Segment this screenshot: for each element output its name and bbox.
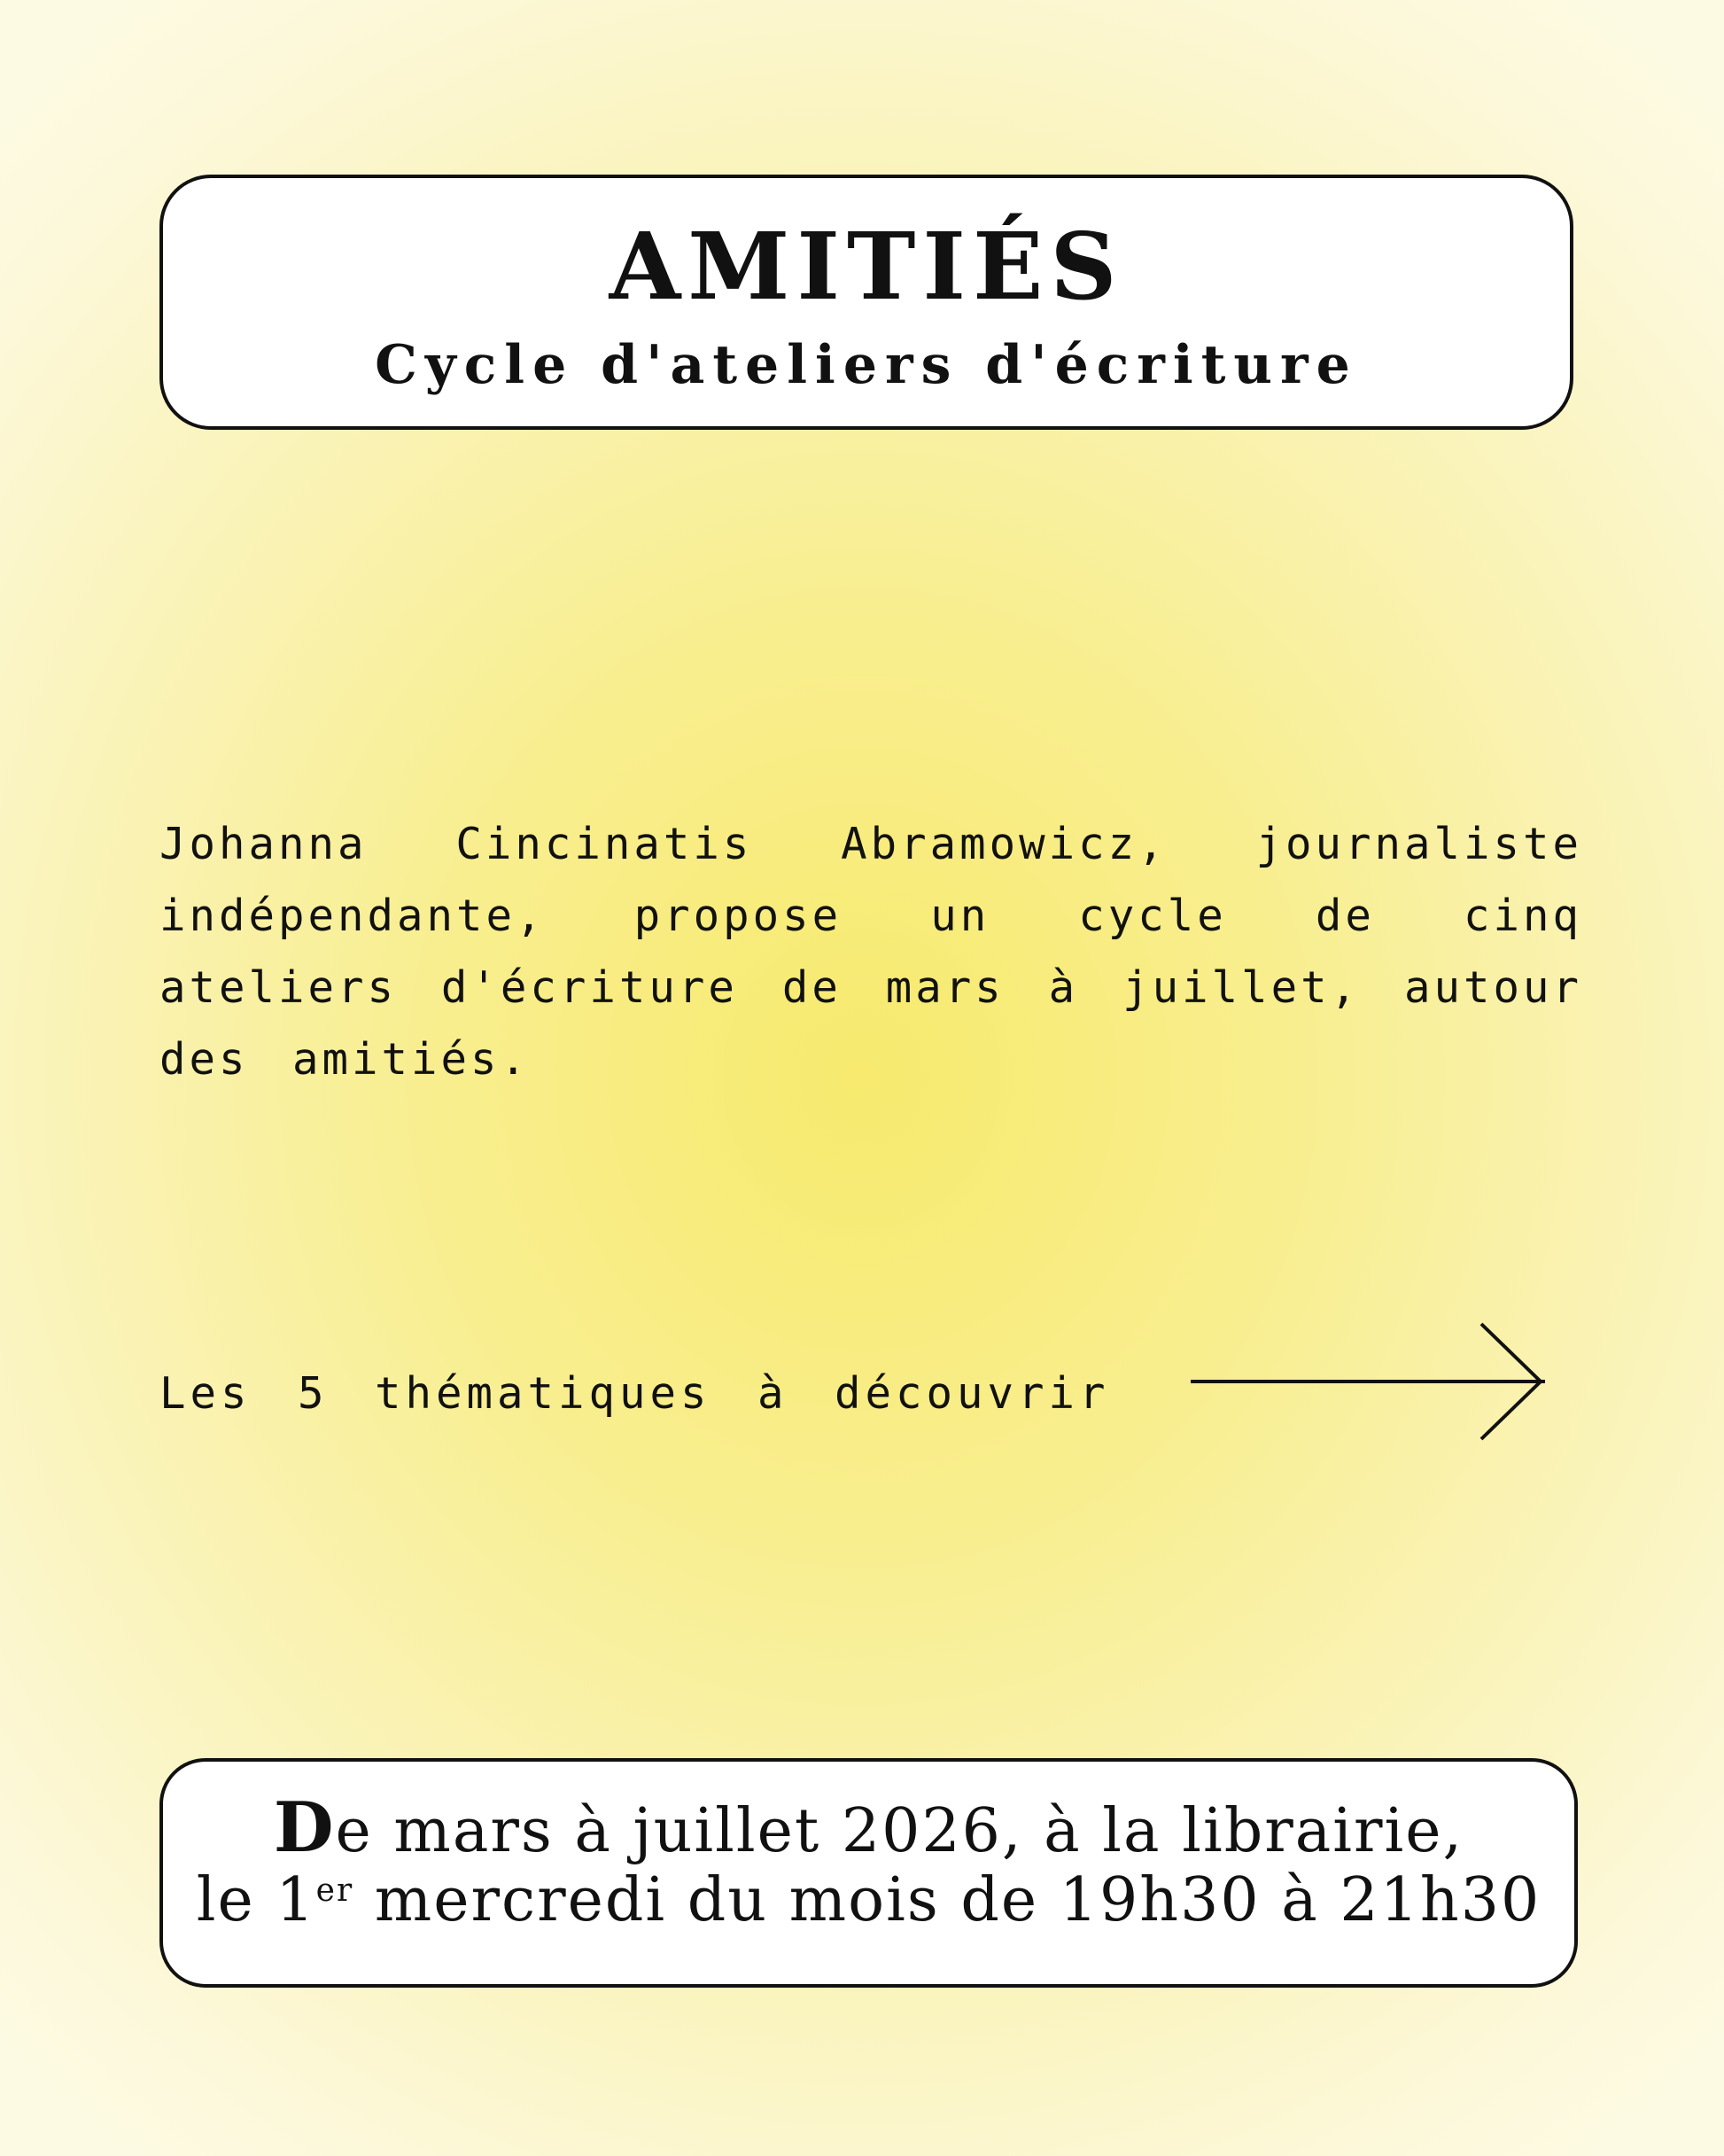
- ordinal-superscript: er: [315, 1872, 354, 1909]
- schedule-line-2-text: mercredi du mois de 19h30 à 21h30: [353, 1865, 1542, 1935]
- page-title: AMITIÉS: [609, 212, 1124, 321]
- schedule-box: [159, 1758, 1578, 1988]
- themes-link[interactable]: [159, 1360, 1559, 1484]
- schedule-dropcap: D: [273, 1787, 336, 1868]
- arrow-right-icon[interactable]: [1191, 1319, 1545, 1444]
- schedule-line-1-text: e mars à juillet 2026, à la librairie,: [335, 1796, 1464, 1866]
- schedule-line-1: [163, 1786, 1574, 1870]
- page-subtitle: Cycle d'ateliers d'écriture: [375, 334, 1358, 396]
- schedule-line-2: [163, 1864, 1574, 1937]
- title-box: [159, 175, 1573, 430]
- intro-paragraph: Johanna Cincinatis Abramowicz, journaliste indépendante, propose un cycle de cinq ateliers d'écriture de mars à juillet, autour des amitiés.: [159, 819, 1582, 1085]
- themes-link-label[interactable]: Les 5 thématiques à découvrir: [159, 1368, 1110, 1419]
- schedule-line-2-prefix: le 1: [196, 1865, 316, 1935]
